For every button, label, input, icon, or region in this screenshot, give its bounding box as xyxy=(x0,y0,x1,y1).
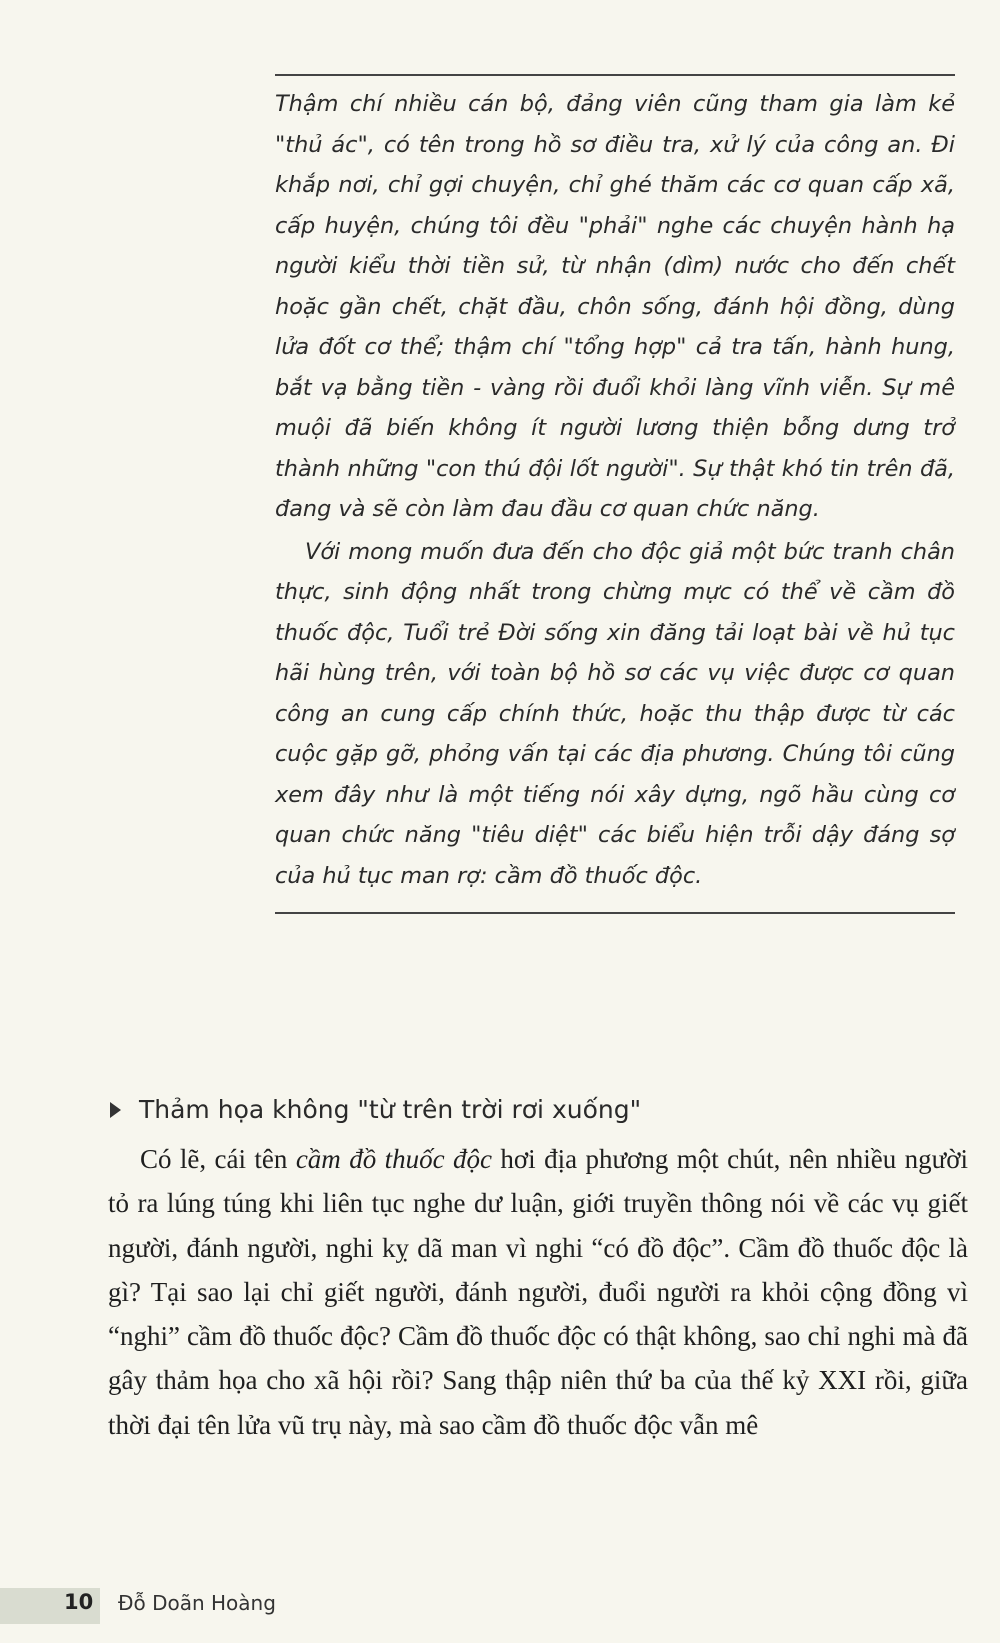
author-name: Đỗ Doãn Hoàng xyxy=(118,1591,276,1615)
triangle-bullet-icon xyxy=(110,1102,121,1118)
body-text-rest: hơi địa phương một chút, nên nhiều người tỏ ra lúng túng khi liên tục nghe dư luận, giới truyền thông nói về các vụ giết người, đánh người, nghi kỵ dã man vì nghi “có đồ độc”. Cầm đồ thuốc độc là gì? Tại sao lại chỉ giết người, đánh người, đuổi người ra khỏi cộng đồng vì “nghi” cầm đồ thuốc độc? Cầm đồ thuốc độc có thật không, sao chỉ nghi mà đã gây thảm họa cho xã hội rồi? Sang thập niên thứ ba của thế kỷ XXI rồi, giữa thời đại tên lửa vũ trụ này, mà sao cầm đồ thuốc độc vẫn mê xyxy=(108,1144,969,1440)
quote-paragraph-1: Thậm chí nhiều cán bộ, đảng viên cũng tham gia làm kẻ "thủ ác", có tên trong hồ sơ điều tra, xử lý của công an. Đi khắp nơi, chỉ gợi chuyện, chỉ ghé thăm các cơ quan cấp xã, cấp huyện, chúng tôi đều "phải" nghe các chuyện hành hạ người kiểu thời tiền sử, từ nhận (dìm) nước cho đến chết hoặc gần chết, chặt đầu, chôn sống, đánh hội đồng, dùng lửa đốt cơ thể; thậm chí "tổng hợp" cả tra tấn, hành hung, bắt vạ bằng tiền - vàng rồi đuổi khỏi làng vĩnh viễn. Sự mê muội đã biến không ít người lương thiện bỗng dưng trở thành những "con thú đội lốt người". Sự thật khó tin trên đã, đang và sẽ còn làm đau đầu cơ quan chức năng. xyxy=(275,91,955,522)
quote-paragraph-2: Với mong muốn đưa đến cho độc giả một bức tranh chân thực, sinh động nhất trong chừng mực có thể về cầm đồ thuốc độc, Tuổi trẻ Đời sống xin đăng tải loạt bài về hủ tục hãi hùng trên, với toàn bộ hồ sơ các vụ việc được cơ quan công an cung cấp chính thức, hoặc thu thập được từ các cuộc gặp gỡ, phỏng vấn tại các địa phương. Chúng tôi cũng xem đây như là một tiếng nói xây dựng, ngõ hầu cùng cơ quan chức năng "tiêu diệt" các biểu hiện trỗi dậy đáng sợ của hủ tục man rợ: cầm đồ thuốc độc. xyxy=(275,538,955,889)
body-text-prefix: Có lẽ, cái tên xyxy=(140,1144,296,1174)
body-paragraph xyxy=(108,1137,968,1447)
page-number: 10 xyxy=(64,1590,94,1614)
body-emphasis: cầm đồ thuốc độc xyxy=(295,1144,492,1174)
quote-box xyxy=(275,74,955,914)
section-heading-text: Thảm họa không "từ trên trời rơi xuống" xyxy=(139,1095,642,1124)
section-heading xyxy=(110,1095,970,1124)
